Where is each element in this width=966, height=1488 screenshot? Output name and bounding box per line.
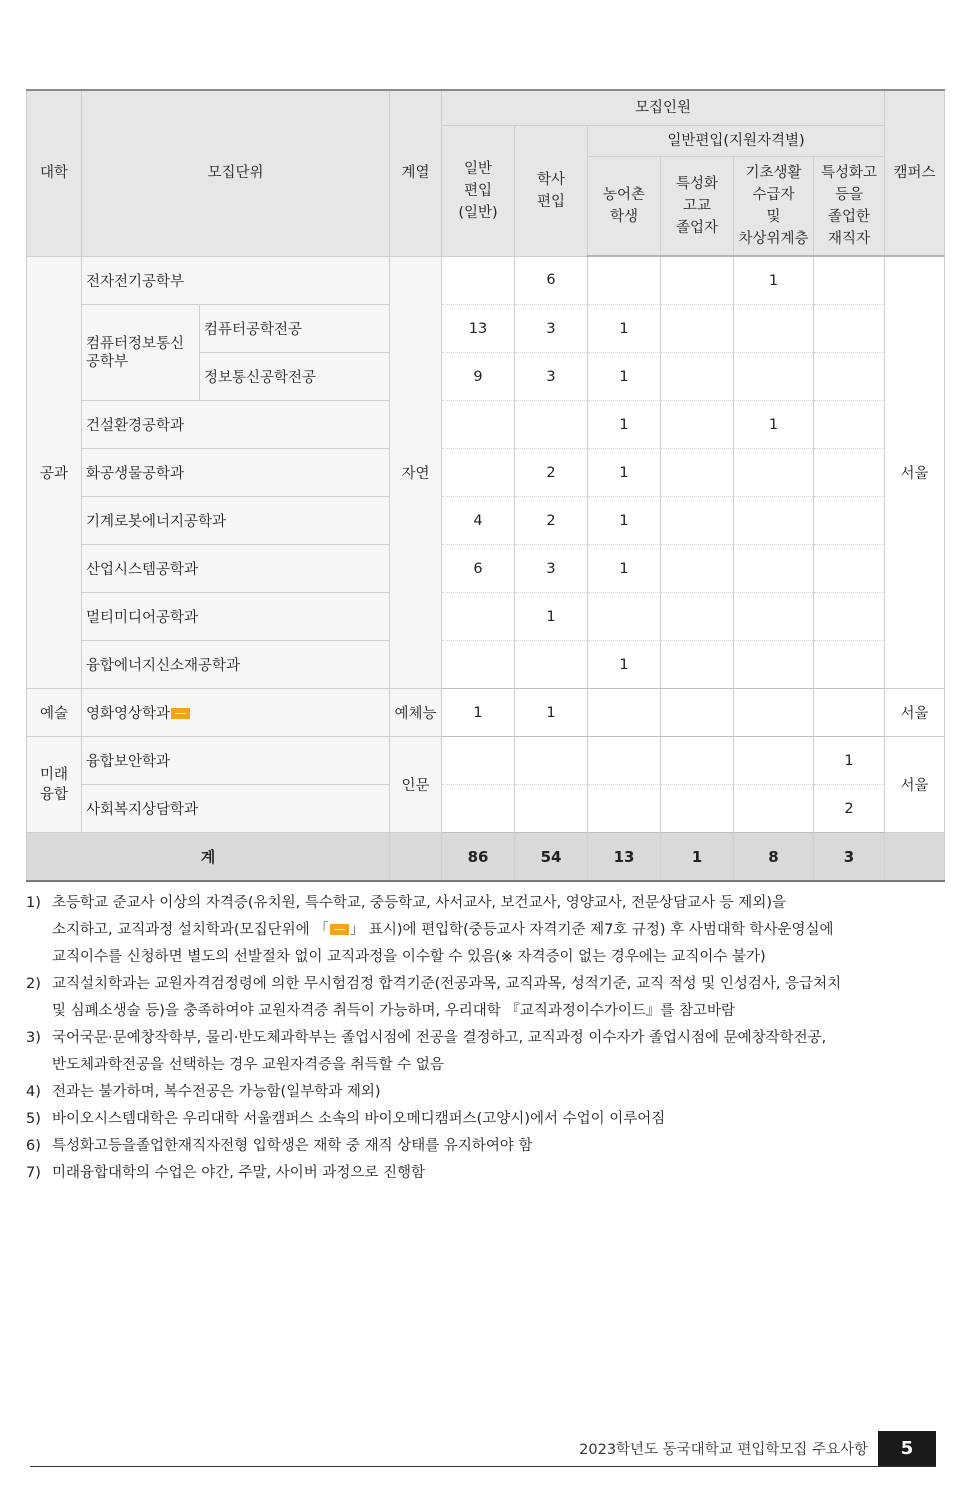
table-row (27, 641, 945, 689)
header-quota: 모집인원 (442, 90, 885, 126)
cell-basic-living (734, 641, 814, 689)
footnote-item: 4) 전과는 불가하며, 복수전공은 가능함(일부학과 제외) (26, 1084, 381, 1100)
header-specialized-employed: 특성화고 등을 졸업한 재직자 (814, 157, 885, 257)
header-specialized: 특성화 고교 졸업자 (661, 157, 734, 257)
cell-basic-living (734, 305, 814, 353)
cell-general (442, 737, 515, 785)
campus-future: 서울 (885, 737, 945, 833)
cell-specialized (661, 641, 734, 689)
cell-specialized-employed (814, 545, 885, 593)
unit-name: 컴퓨터공학전공 (200, 305, 390, 353)
college-arts: 예술 (27, 689, 82, 737)
table-row (27, 401, 945, 449)
cell-specialized (661, 737, 734, 785)
cell-bachelor (515, 641, 588, 689)
footnote-item: 3) 국어국문·문예창작학부, 물리·반도체과학부는 졸업시점에 전공을 결정하고, 교직과정 이수자가 졸업시점에 문예창작학전공, 반도체과학전공을 선택하는 경우 교원자격증을 취득할 수 없음 (26, 1030, 827, 1073)
cell-specialized-employed (814, 449, 885, 497)
cell-specialized-employed (814, 305, 885, 353)
cell-rural (588, 256, 661, 305)
footnote-item: 5) 바이오시스템대학은 우리대학 서울캠퍼스 소속의 바이오메디캠퍼스(고양시)에서 수업이 이루어짐 (26, 1111, 666, 1127)
cell-bachelor: 2 (515, 497, 588, 545)
cell-basic-living (734, 785, 814, 833)
cell-rural (588, 689, 661, 737)
footer-title: 2023학년도 동국대학교 편입학모집 주요사항 (579, 1442, 868, 1458)
cell-specialized-employed (814, 256, 885, 305)
cell-specialized (661, 545, 734, 593)
header-basic-living: 기초생활 수급자 및 차상위계층 (734, 157, 814, 257)
cell-specialized (661, 785, 734, 833)
footer-divider (30, 1466, 936, 1467)
cell-specialized (661, 593, 734, 641)
unit-name: 멀티미디어공학과 (82, 593, 390, 641)
unit-name: 사회복지상담학과 (82, 785, 390, 833)
cell-bachelor: 3 (515, 545, 588, 593)
table-row (27, 689, 945, 737)
cell-bachelor: 1 (515, 593, 588, 641)
unit-name: 기계로봇에너지공학과 (82, 497, 390, 545)
cell-general: 9 (442, 353, 515, 401)
cell-specialized-employed (814, 593, 885, 641)
cell-rural: 1 (588, 353, 661, 401)
cell-bachelor (515, 737, 588, 785)
cell-rural: 1 (588, 305, 661, 353)
cell-rural: 1 (588, 545, 661, 593)
cell-rural (588, 737, 661, 785)
cell-specialized (661, 689, 734, 737)
unit-name: 융합보안학과 (82, 737, 390, 785)
teacher-course-badge-icon (330, 924, 349, 935)
unit-name: 산업시스템공학과 (82, 545, 390, 593)
cell-basic-living (734, 689, 814, 737)
footnote-item: 2) 교직설치학과는 교원자격검정령에 의한 무시험검정 합격기준(전공과목, 교직과목, 성적기준, 교직 적성 및 인성검사, 응급처치 및 심폐소생술 등)을 충족하여야 교원자격증 취득이 가능하며, 우리대학 『교직과정이수가이드』를 참고바람 (26, 976, 842, 1019)
cell-general (442, 593, 515, 641)
footnotes (26, 890, 940, 1187)
unit-name: 전자전기공학부 (82, 256, 390, 305)
cell-bachelor: 1 (515, 689, 588, 737)
cell-specialized-employed (814, 353, 885, 401)
field-engineering: 자연 (390, 256, 442, 689)
header-unit: 모집단위 (82, 90, 390, 256)
cell-rural: 1 (588, 641, 661, 689)
cell-general: 6 (442, 545, 515, 593)
cell-rural (588, 593, 661, 641)
cell-bachelor: 6 (515, 256, 588, 305)
cell-specialized (661, 449, 734, 497)
unit-name: 화공생물공학과 (82, 449, 390, 497)
cell-basic-living: 1 (734, 401, 814, 449)
cell-specialized-employed: 1 (814, 737, 885, 785)
total-row (27, 833, 945, 882)
footnote-item: 7) 미래융합대학의 수업은 야간, 주말, 사이버 과정으로 진행함 (26, 1165, 426, 1181)
cell-rural: 1 (588, 449, 661, 497)
table-row (27, 593, 945, 641)
campus-arts: 서울 (885, 689, 945, 737)
header-general-by-qualification: 일반편입(지원자격별) (588, 126, 885, 157)
table-row (27, 545, 945, 593)
table-row (27, 449, 945, 497)
cell-bachelor: 3 (515, 353, 588, 401)
total-general: 86 (442, 833, 515, 882)
total-specialized-employed: 3 (814, 833, 885, 882)
cell-basic-living (734, 497, 814, 545)
table-row (27, 256, 945, 305)
college-engineering: 공과 (27, 256, 82, 689)
total-rural: 13 (588, 833, 661, 882)
unit-name: 융합에너지신소재공학과 (82, 641, 390, 689)
cell-specialized (661, 353, 734, 401)
total-label: 계 (27, 833, 390, 882)
cell-specialized (661, 497, 734, 545)
unit-name: 정보통신공학전공 (200, 353, 390, 401)
header-college: 대학 (27, 90, 82, 256)
header-campus: 캠퍼스 (885, 90, 945, 256)
cell-general: 1 (442, 689, 515, 737)
header-rural: 농어촌 학생 (588, 157, 661, 257)
footnote-item: 1) 초등학교 준교사 이상의 자격증(유치원, 특수학교, 중등학교, 사서교사, 보건교사, 영양교사, 전문상담교사 등 제외)을 소지하고, 교직과정 설치학과(모집단위에 「 」 표시)에 편입학(중등교사 자격기준 제7호 규정) 후 사범대학 학사운영실에 교직이수를 신청하면 별도의 선발절차 없이 교직과정을 이수할 수 있음(※ 자격증이 없는 경우에는 교직이수 불가) (26, 895, 834, 965)
campus-engineering: 서울 (885, 256, 945, 689)
table-row (27, 305, 945, 353)
cell-rural: 1 (588, 497, 661, 545)
cell-general: 13 (442, 305, 515, 353)
quota-table (26, 89, 945, 882)
header-bachelor: 학사 편입 (515, 126, 588, 257)
cell-general (442, 641, 515, 689)
footnote-item: 6) 특성화고등을졸업한재직자전형 입학생은 재학 중 재직 상태를 유지하여야 함 (26, 1138, 533, 1154)
cell-basic-living (734, 449, 814, 497)
cell-bachelor (515, 401, 588, 449)
total-specialized: 1 (661, 833, 734, 882)
cell-bachelor: 3 (515, 305, 588, 353)
field-future: 인문 (390, 737, 442, 833)
cell-general (442, 785, 515, 833)
unit-name: 영화영상학과 (82, 689, 390, 737)
header-field: 계열 (390, 90, 442, 256)
college-future: 미래 융합 (27, 737, 82, 833)
field-arts: 예체능 (390, 689, 442, 737)
cell-specialized-employed: 2 (814, 785, 885, 833)
cell-basic-living (734, 353, 814, 401)
cell-specialized-employed (814, 689, 885, 737)
cell-basic-living (734, 737, 814, 785)
total-field (390, 833, 442, 882)
cell-rural: 1 (588, 401, 661, 449)
total-bachelor: 54 (515, 833, 588, 882)
cell-basic-living: 1 (734, 256, 814, 305)
cell-specialized-employed (814, 497, 885, 545)
cell-general (442, 449, 515, 497)
teacher-course-badge-icon (171, 708, 190, 719)
table-row (27, 497, 945, 545)
cell-specialized (661, 305, 734, 353)
page-number: 5 (878, 1431, 936, 1466)
cell-bachelor: 2 (515, 449, 588, 497)
cell-basic-living (734, 545, 814, 593)
cell-general (442, 256, 515, 305)
cell-bachelor (515, 785, 588, 833)
cell-general: 4 (442, 497, 515, 545)
cell-rural (588, 785, 661, 833)
total-basic-living: 8 (734, 833, 814, 882)
cell-specialized (661, 401, 734, 449)
table-row (27, 737, 945, 785)
cell-basic-living (734, 593, 814, 641)
cell-specialized (661, 256, 734, 305)
header-general: 일반 편입 (일반) (442, 126, 515, 257)
cell-specialized-employed (814, 401, 885, 449)
cell-general (442, 401, 515, 449)
cell-specialized-employed (814, 641, 885, 689)
table-row (27, 785, 945, 833)
total-campus (885, 833, 945, 882)
unit-name: 건설환경공학과 (82, 401, 390, 449)
unit-parent: 컴퓨터정보통신 공학부 (82, 305, 200, 401)
